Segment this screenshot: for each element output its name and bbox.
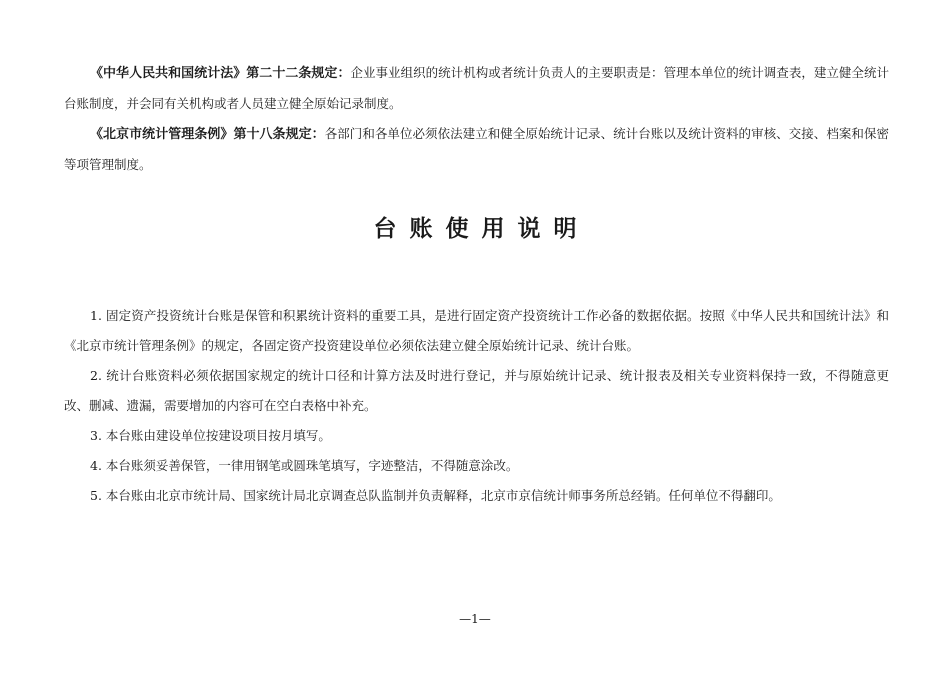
instruction-item: 5. 本台账由北京市统计局、国家统计局北京调查总队监制并负责解释，北京市京信统计师事务所总经销。任何单位不得翻印。 [90, 488, 781, 503]
law-citation-lead: 《北京市统计管理条例》第十八条规定： [90, 127, 325, 142]
page-title: 台账使用说明 [373, 216, 590, 242]
law-citation-statistics-law [64, 58, 889, 119]
instruction-item: 3. 本台账由建设单位按建设项目按月填写。 [90, 428, 331, 443]
page-number: —1— [459, 612, 491, 626]
law-citation-lead: 《中华人民共和国统计法》第二十二条规定： [90, 66, 351, 81]
instruction-list [64, 301, 889, 511]
law-citation-body: 各部门和各单位必须依法建立和健全原始统计记录、统计台账以及统计资料的审核、交接、档案和保密等项管理制度。 [64, 126, 889, 172]
instruction-item: 1. 固定资产投资统计台账是保管和积累统计资料的重要工具，是进行固定资产投资统计工作必备的数据依据。按照《中华人民共和国统计法》和《北京市统计管理条例》的规定，各固定资产投资建设单位必须依法建立健全原始统计记录、统计台账。 [64, 308, 889, 353]
law-citation-body: 企业事业组织的统计机构或者统计负责人的主要职责是：管理本单位的统计调查表，建立健全统计台账制度，并会同有关机构或者人员建立健全原始记录制度。 [64, 65, 889, 111]
instruction-item: 2. 统计台账资料必须依据国家规定的统计口径和计算方法及时进行登记，并与原始统计记录、统计报表及相关专业资料保持一致，不得随意更改、删减、遗漏，需要增加的内容可在空白表格中补充。 [64, 368, 889, 413]
instruction-item: 4. 本台账须妥善保管，一律用钢笔或圆珠笔填写，字迹整洁，不得随意涂改。 [90, 458, 519, 473]
law-citation-beijing-regulation [64, 119, 889, 180]
